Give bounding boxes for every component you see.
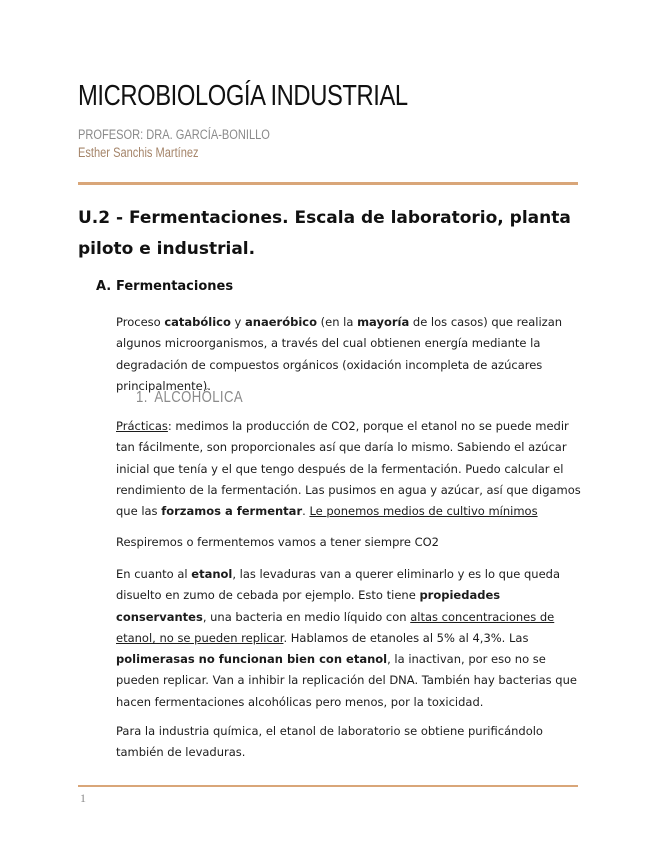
text-run: (en la — [317, 315, 358, 329]
subsection-heading-alcoholica — [136, 389, 243, 407]
bold-term: etanol — [191, 567, 233, 581]
underlined-term: altas concentraciones de etanol, no se pueden replicar — [116, 609, 555, 645]
header-divider — [78, 182, 578, 185]
intro-paragraph — [116, 312, 581, 397]
underlined-term: Le ponemos medios de cultivo mínimos — [309, 504, 538, 519]
text-run: de los casos) que realizan algunos microorganismos, a través del cual obtienen energía mediante la degradación de compuestos orgánicos (oxidación incompleta de azúcares principalmente). — [116, 315, 563, 393]
text-run: Proceso — [116, 315, 165, 329]
subsection-title: ALCOHÓLICA — [154, 389, 243, 406]
section-heading-a — [96, 279, 233, 294]
text-run: : medimos la producción de CO2, porque el etanol no se puede medir tan fácilmente, son proporcionales así que daría lo mismo. Sabiendo el azúcar inicial que tenía y el que tengo después de la fermentación. Puedo calcular el rendimiento de la fermentación. Las pusimos en agua y azúcar, así que digamos que las — [116, 419, 581, 519]
document-title: MICROBIOLOGÍA INDUSTRIAL — [78, 80, 408, 112]
text-run: . — [302, 504, 310, 519]
bold-term: mayoría — [357, 315, 410, 329]
text-run: , las levaduras van a querer eliminarlo y es lo que queda disuelto en zumo de cebada por ejemplo. Esto tiene — [116, 567, 561, 603]
subsection-number: 1. — [136, 389, 148, 406]
text-run: y — [230, 315, 246, 329]
bold-term: catabólico — [164, 315, 231, 329]
author-name: Esther Sanchis Martínez — [78, 145, 199, 160]
footer-divider — [78, 785, 578, 787]
underlined-term: Prácticas — [116, 419, 168, 433]
text-run: , la inactivan, por eso no se pueden replicar. Van a inhibir la replicación del DNA. También hay bacterias que hacen fermentaciones alcohólicas pero menos, por la toxicidad. — [116, 652, 577, 709]
industria-paragraph: Para la industria química, el etanol de laboratorio se obtiene purificándolo también de levaduras. — [116, 724, 543, 760]
practicas-paragraph — [116, 416, 581, 522]
respiremos-paragraph: Respiremos o fermentemos vamos a tener siempre CO2 — [116, 535, 439, 549]
text-run: En cuanto al — [116, 567, 192, 581]
bold-term: forzamos a fermentar — [161, 504, 303, 519]
unit-heading: U.2 - Fermentaciones. Escala de laboratorio, planta piloto e industrial. — [78, 208, 571, 259]
section-marker: A. — [96, 279, 112, 294]
professor-line: PROFESOR: DRA. GARCÍA-BONILLO — [78, 127, 270, 142]
section-title: Fermentaciones — [116, 279, 234, 294]
bold-term: propiedades conservantes — [116, 588, 501, 624]
text-run: , una bacteria en medio líquido con — [202, 609, 411, 624]
page-number: 1 — [80, 791, 86, 805]
bold-term: anaeróbico — [245, 315, 318, 329]
bold-term: polimerasas no funcionan bien con etanol — [116, 652, 388, 667]
text-run: . Hablamos de etanoles al 5% al 4,3%. Las — [283, 630, 529, 645]
etanol-paragraph — [116, 564, 581, 713]
